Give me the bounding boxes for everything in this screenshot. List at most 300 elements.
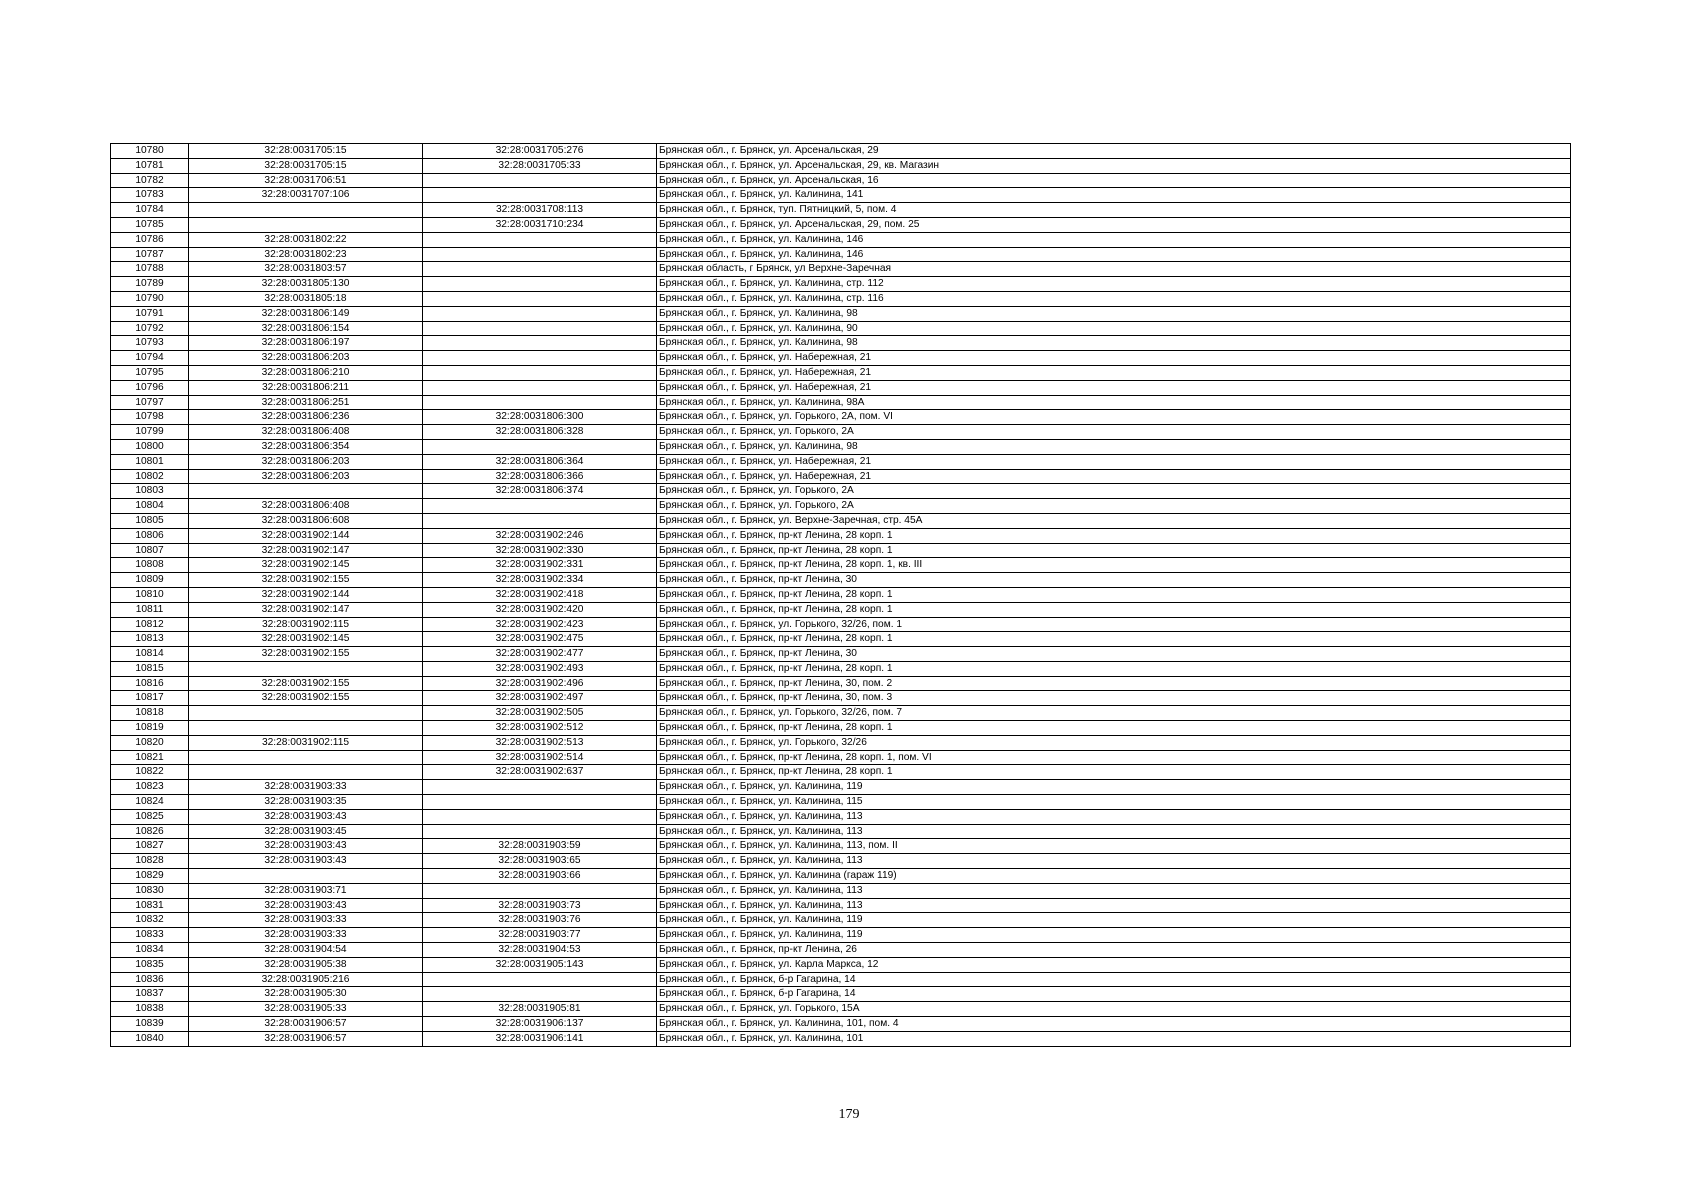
row-number-cell: 10807 [111, 543, 189, 558]
address-cell: Брянская обл., г. Брянск, ул. Набережная, 21 [657, 365, 1571, 380]
cadastral-number-cell [189, 869, 423, 884]
table-row [111, 809, 1571, 824]
table-row [111, 883, 1571, 898]
address-cell: Брянская обл., г. Брянск, ул. Калинина, 115 [657, 795, 1571, 810]
row-number-cell: 10825 [111, 809, 189, 824]
table-row [111, 661, 1571, 676]
row-number-cell: 10815 [111, 661, 189, 676]
row-number-cell: 10813 [111, 632, 189, 647]
cadastral-number-cell: 32:28:0031806:197 [189, 336, 423, 351]
cadastral-number-cell: 32:28:0031805:18 [189, 291, 423, 306]
row-number-cell: 10832 [111, 913, 189, 928]
row-number-cell: 10834 [111, 943, 189, 958]
row-number-cell: 10839 [111, 1017, 189, 1032]
table-row [111, 410, 1571, 425]
address-cell: Брянская обл., г. Брянск, ул. Калинина, 98 [657, 336, 1571, 351]
object-number-cell [423, 513, 657, 528]
address-cell: Брянская обл., г. Брянск, ул. Горького, 32/26, пом. 1 [657, 617, 1571, 632]
row-number-cell: 10830 [111, 883, 189, 898]
cadastral-number-cell [189, 661, 423, 676]
object-number-cell: 32:28:0031902:420 [423, 602, 657, 617]
object-number-cell: 32:28:0031903:76 [423, 913, 657, 928]
address-cell: Брянская обл., г. Брянск, ул. Горького, 2А, пом. VI [657, 410, 1571, 425]
table-row [111, 780, 1571, 795]
cadastral-number-cell: 32:28:0031706:51 [189, 173, 423, 188]
table-row [111, 158, 1571, 173]
table-row [111, 425, 1571, 440]
address-cell: Брянская обл., г. Брянск, ул. Карла Маркса, 12 [657, 957, 1571, 972]
cadastral-number-cell: 32:28:0031903:35 [189, 795, 423, 810]
object-number-cell: 32:28:0031710:234 [423, 217, 657, 232]
cadastral-number-cell: 32:28:0031905:216 [189, 972, 423, 987]
row-number-cell: 10783 [111, 188, 189, 203]
table-row [111, 869, 1571, 884]
row-number-cell: 10833 [111, 928, 189, 943]
cadastral-number-cell [189, 750, 423, 765]
address-cell: Брянская обл., г. Брянск, ул. Калинина, 119 [657, 780, 1571, 795]
row-number-cell: 10786 [111, 232, 189, 247]
object-number-cell [423, 306, 657, 321]
address-cell: Брянская обл., г. Брянск, ул. Калинина, 98 [657, 306, 1571, 321]
address-cell: Брянская обл., г. Брянск, ул. Калинина, стр. 112 [657, 277, 1571, 292]
address-cell: Брянская обл., г. Брянск, ул. Калинина, 113 [657, 898, 1571, 913]
cadastral-number-cell: 32:28:0031805:130 [189, 277, 423, 292]
object-number-cell: 32:28:0031806:364 [423, 454, 657, 469]
object-number-cell: 32:28:0031902:637 [423, 765, 657, 780]
address-cell: Брянская обл., г. Брянск, ул. Калинина, 113 [657, 809, 1571, 824]
table-row [111, 632, 1571, 647]
table-row [111, 247, 1571, 262]
object-number-cell [423, 395, 657, 410]
cadastral-number-cell: 32:28:0031902:144 [189, 528, 423, 543]
table-row [111, 395, 1571, 410]
object-number-cell [423, 780, 657, 795]
row-number-cell: 10790 [111, 291, 189, 306]
cadastral-number-cell: 32:28:0031902:115 [189, 617, 423, 632]
cadastral-number-cell: 32:28:0031903:43 [189, 898, 423, 913]
cadastral-number-cell: 32:28:0031806:408 [189, 425, 423, 440]
object-number-cell: 32:28:0031902:505 [423, 706, 657, 721]
object-number-cell: 32:28:0031902:246 [423, 528, 657, 543]
cadastral-number-cell: 32:28:0031806:236 [189, 410, 423, 425]
cadastral-number-cell: 32:28:0031903:43 [189, 839, 423, 854]
table-row [111, 691, 1571, 706]
object-number-cell [423, 188, 657, 203]
row-number-cell: 10835 [111, 957, 189, 972]
row-number-cell: 10820 [111, 735, 189, 750]
row-number-cell: 10789 [111, 277, 189, 292]
address-cell: Брянская обл., г. Брянск, ул. Горького, 32/26, пом. 7 [657, 706, 1571, 721]
cadastral-number-cell: 32:28:0031802:23 [189, 247, 423, 262]
object-number-cell [423, 824, 657, 839]
cadastral-number-cell: 32:28:0031903:71 [189, 883, 423, 898]
row-number-cell: 10793 [111, 336, 189, 351]
table-row [111, 380, 1571, 395]
address-cell: Брянская обл., г. Брянск, пр-кт Ленина, 30, пом. 2 [657, 676, 1571, 691]
row-number-cell: 10798 [111, 410, 189, 425]
object-number-cell [423, 291, 657, 306]
address-cell: Брянская обл., г. Брянск, ул. Набережная, 21 [657, 380, 1571, 395]
table-row [111, 232, 1571, 247]
table-row [111, 203, 1571, 218]
address-cell: Брянская обл., г. Брянск, ул. Калинина, 98А [657, 395, 1571, 410]
table-row [111, 543, 1571, 558]
row-number-cell: 10788 [111, 262, 189, 277]
table-row [111, 898, 1571, 913]
table-row [111, 928, 1571, 943]
row-number-cell: 10838 [111, 1002, 189, 1017]
object-number-cell: 32:28:0031806:300 [423, 410, 657, 425]
table-row [111, 291, 1571, 306]
address-cell: Брянская обл., г. Брянск, ул. Арсенальская, 29 [657, 144, 1571, 159]
address-cell: Брянская обл., г. Брянск, ул. Калинина, 90 [657, 321, 1571, 336]
cadastral-number-cell: 32:28:0031902:144 [189, 587, 423, 602]
row-number-cell: 10791 [111, 306, 189, 321]
address-cell: Брянская обл., г. Брянск, пр-кт Ленина, 28 корп. 1, пом. VI [657, 750, 1571, 765]
cadastral-number-cell: 32:28:0031903:33 [189, 780, 423, 795]
address-cell: Брянская обл., г. Брянск, ул. Верхне-Заречная, стр. 45А [657, 513, 1571, 528]
object-number-cell: 32:28:0031906:137 [423, 1017, 657, 1032]
object-number-cell: 32:28:0031705:33 [423, 158, 657, 173]
cadastral-table-body [111, 144, 1571, 1047]
cadastral-number-cell [189, 484, 423, 499]
object-number-cell: 32:28:0031902:477 [423, 647, 657, 662]
cadastral-number-cell [189, 765, 423, 780]
cadastral-number-cell: 32:28:0031902:147 [189, 543, 423, 558]
address-cell: Брянская обл., г. Брянск, ул. Калинина, 119 [657, 928, 1571, 943]
table-row [111, 173, 1571, 188]
row-number-cell: 10829 [111, 869, 189, 884]
object-number-cell: 32:28:0031902:423 [423, 617, 657, 632]
object-number-cell: 32:28:0031902:497 [423, 691, 657, 706]
address-cell: Брянская обл., г. Брянск, пр-кт Ленина, 28 корп. 1 [657, 661, 1571, 676]
table-row [111, 306, 1571, 321]
address-cell: Брянская обл., г. Брянск, ул. Калинина, 101, пом. 4 [657, 1017, 1571, 1032]
row-number-cell: 10800 [111, 439, 189, 454]
table-row [111, 676, 1571, 691]
cadastral-number-cell: 32:28:0031806:154 [189, 321, 423, 336]
row-number-cell: 10802 [111, 469, 189, 484]
cadastral-number-cell: 32:28:0031806:251 [189, 395, 423, 410]
table-row [111, 469, 1571, 484]
row-number-cell: 10796 [111, 380, 189, 395]
table-row [111, 587, 1571, 602]
address-cell: Брянская обл., г. Брянск, пр-кт Ленина, 28 корп. 1 [657, 721, 1571, 736]
cadastral-number-cell [189, 203, 423, 218]
row-number-cell: 10782 [111, 173, 189, 188]
address-cell: Брянская обл., г. Брянск, ул. Калинина, 141 [657, 188, 1571, 203]
address-cell: Брянская обл., г. Брянск, ул. Набережная, 21 [657, 454, 1571, 469]
object-number-cell: 32:28:0031903:73 [423, 898, 657, 913]
address-cell: Брянская обл., г. Брянск, ул. Горького, 2А [657, 425, 1571, 440]
cadastral-number-cell: 32:28:0031902:115 [189, 735, 423, 750]
row-number-cell: 10818 [111, 706, 189, 721]
address-cell: Брянская обл., г. Брянск, ул. Калинина, 101 [657, 1031, 1571, 1046]
object-number-cell [423, 262, 657, 277]
table-row [111, 499, 1571, 514]
cadastral-number-cell: 32:28:0031902:147 [189, 602, 423, 617]
table-row [111, 957, 1571, 972]
table-row [111, 513, 1571, 528]
object-number-cell: 32:28:0031902:496 [423, 676, 657, 691]
cadastral-number-cell: 32:28:0031806:203 [189, 469, 423, 484]
table-row [111, 647, 1571, 662]
row-number-cell: 10784 [111, 203, 189, 218]
object-number-cell: 32:28:0031902:512 [423, 721, 657, 736]
table-row [111, 573, 1571, 588]
row-number-cell: 10819 [111, 721, 189, 736]
row-number-cell: 10824 [111, 795, 189, 810]
table-row [111, 617, 1571, 632]
cadastral-number-cell: 32:28:0031806:211 [189, 380, 423, 395]
row-number-cell: 10812 [111, 617, 189, 632]
cadastral-number-cell: 32:28:0031806:149 [189, 306, 423, 321]
address-cell: Брянская обл., г. Брянск, пр-кт Ленина, 30 [657, 573, 1571, 588]
object-number-cell [423, 232, 657, 247]
row-number-cell: 10805 [111, 513, 189, 528]
address-cell: Брянская обл., г. Брянск, туп. Пятницкий, 5, пом. 4 [657, 203, 1571, 218]
cadastral-number-cell: 32:28:0031806:608 [189, 513, 423, 528]
table-row [111, 795, 1571, 810]
cadastral-table [110, 143, 1571, 1047]
address-cell: Брянская обл., г. Брянск, ул. Горького, 2А [657, 499, 1571, 514]
address-cell: Брянская обл., г. Брянск, ул. Калинина, 113 [657, 883, 1571, 898]
table-row [111, 558, 1571, 573]
cadastral-number-cell: 32:28:0031904:54 [189, 943, 423, 958]
object-number-cell [423, 336, 657, 351]
address-cell: Брянская обл., г. Брянск, ул. Калинина (гараж 119) [657, 869, 1571, 884]
cadastral-number-cell: 32:28:0031903:33 [189, 928, 423, 943]
object-number-cell: 32:28:0031902:331 [423, 558, 657, 573]
table-row [111, 706, 1571, 721]
table-row [111, 188, 1571, 203]
address-cell: Брянская обл., г. Брянск, ул. Набережная, 21 [657, 351, 1571, 366]
object-number-cell: 32:28:0031806:374 [423, 484, 657, 499]
table-row [111, 484, 1571, 499]
object-number-cell [423, 883, 657, 898]
row-number-cell: 10781 [111, 158, 189, 173]
table-row [111, 1002, 1571, 1017]
cadastral-number-cell: 32:28:0031806:354 [189, 439, 423, 454]
cadastral-number-cell: 32:28:0031806:210 [189, 365, 423, 380]
address-cell: Брянская обл., г. Брянск, пр-кт Ленина, 28 корп. 1 [657, 765, 1571, 780]
table-row [111, 277, 1571, 292]
cadastral-number-cell: 32:28:0031902:155 [189, 676, 423, 691]
object-number-cell: 32:28:0031902:493 [423, 661, 657, 676]
row-number-cell: 10797 [111, 395, 189, 410]
table-row [111, 735, 1571, 750]
cadastral-number-cell: 32:28:0031806:408 [189, 499, 423, 514]
object-number-cell: 32:28:0031708:113 [423, 203, 657, 218]
row-number-cell: 10837 [111, 987, 189, 1002]
address-cell: Брянская обл., г. Брянск, пр-кт Ленина, 28 корп. 1 [657, 632, 1571, 647]
table-row [111, 351, 1571, 366]
table-row [111, 750, 1571, 765]
address-cell: Брянская обл., г. Брянск, ул. Калинина, 119 [657, 913, 1571, 928]
object-number-cell: 32:28:0031903:65 [423, 854, 657, 869]
address-cell: Брянская обл., г. Брянск, ул. Горького, 32/26 [657, 735, 1571, 750]
row-number-cell: 10795 [111, 365, 189, 380]
table-row [111, 262, 1571, 277]
row-number-cell: 10809 [111, 573, 189, 588]
object-number-cell [423, 987, 657, 1002]
cadastral-number-cell: 32:28:0031902:145 [189, 632, 423, 647]
table-row [111, 839, 1571, 854]
address-cell: Брянская обл., г. Брянск, ул. Арсенальская, 29, пом. 25 [657, 217, 1571, 232]
address-cell: Брянская обл., г. Брянск, ул. Горького, 15А [657, 1002, 1571, 1017]
object-number-cell: 32:28:0031902:475 [423, 632, 657, 647]
row-number-cell: 10817 [111, 691, 189, 706]
address-cell: Брянская обл., г. Брянск, пр-кт Ленина, 28 корп. 1 [657, 528, 1571, 543]
row-number-cell: 10827 [111, 839, 189, 854]
cadastral-number-cell: 32:28:0031903:33 [189, 913, 423, 928]
cadastral-number-cell: 32:28:0031905:30 [189, 987, 423, 1002]
object-number-cell [423, 439, 657, 454]
cadastral-number-cell: 32:28:0031705:15 [189, 158, 423, 173]
cadastral-number-cell: 32:28:0031903:43 [189, 854, 423, 869]
table-row [111, 528, 1571, 543]
table-row [111, 824, 1571, 839]
object-number-cell [423, 795, 657, 810]
object-number-cell: 32:28:0031902:418 [423, 587, 657, 602]
row-number-cell: 10792 [111, 321, 189, 336]
table-row [111, 336, 1571, 351]
cadastral-number-cell: 32:28:0031705:15 [189, 144, 423, 159]
address-cell: Брянская обл., г. Брянск, б-р Гагарина, 14 [657, 972, 1571, 987]
cadastral-number-cell [189, 706, 423, 721]
cadastral-number-cell: 32:28:0031902:145 [189, 558, 423, 573]
address-cell: Брянская обл., г. Брянск, пр-кт Ленина, 28 корп. 1 [657, 587, 1571, 602]
row-number-cell: 10823 [111, 780, 189, 795]
row-number-cell: 10808 [111, 558, 189, 573]
table-row [111, 972, 1571, 987]
cadastral-number-cell: 32:28:0031802:22 [189, 232, 423, 247]
object-number-cell [423, 809, 657, 824]
object-number-cell [423, 499, 657, 514]
address-cell: Брянская обл., г. Брянск, ул. Калинина, 146 [657, 247, 1571, 262]
table-row [111, 365, 1571, 380]
cadastral-number-cell: 32:28:0031903:43 [189, 809, 423, 824]
address-cell: Брянская обл., г. Брянск, пр-кт Ленина, 26 [657, 943, 1571, 958]
address-cell: Брянская обл., г. Брянск, ул. Калинина, 146 [657, 232, 1571, 247]
object-number-cell: 32:28:0031906:141 [423, 1031, 657, 1046]
cadastral-number-cell: 32:28:0031905:33 [189, 1002, 423, 1017]
address-cell: Брянская обл., г. Брянск, ул. Калинина, 113, пом. II [657, 839, 1571, 854]
object-number-cell: 32:28:0031903:77 [423, 928, 657, 943]
table-row [111, 454, 1571, 469]
row-number-cell: 10811 [111, 602, 189, 617]
row-number-cell: 10804 [111, 499, 189, 514]
cadastral-number-cell: 32:28:0031806:203 [189, 351, 423, 366]
table-row [111, 765, 1571, 780]
table-row [111, 721, 1571, 736]
cadastral-number-cell: 32:28:0031806:203 [189, 454, 423, 469]
table-row [111, 144, 1571, 159]
table-row [111, 943, 1571, 958]
address-cell: Брянская обл., г. Брянск, ул. Арсенальская, 16 [657, 173, 1571, 188]
address-cell: Брянская область, г Брянск, ул Верхне-Заречная [657, 262, 1571, 277]
address-cell: Брянская обл., г. Брянск, ул. Арсенальская, 29, кв. Магазин [657, 158, 1571, 173]
row-number-cell: 10780 [111, 144, 189, 159]
table-row [111, 854, 1571, 869]
row-number-cell: 10831 [111, 898, 189, 913]
table-row [111, 913, 1571, 928]
address-cell: Брянская обл., г. Брянск, ул. Горького, 2А [657, 484, 1571, 499]
object-number-cell: 32:28:0031705:276 [423, 144, 657, 159]
address-cell: Брянская обл., г. Брянск, ул. Калинина, стр. 116 [657, 291, 1571, 306]
address-cell: Брянская обл., г. Брянск, пр-кт Ленина, 30, пом. 3 [657, 691, 1571, 706]
cadastral-number-cell: 32:28:0031906:57 [189, 1031, 423, 1046]
object-number-cell [423, 247, 657, 262]
object-number-cell [423, 380, 657, 395]
table-row [111, 321, 1571, 336]
cadastral-number-cell [189, 217, 423, 232]
address-cell: Брянская обл., г. Брянск, пр-кт Ленина, 28 корп. 1 [657, 602, 1571, 617]
row-number-cell: 10785 [111, 217, 189, 232]
row-number-cell: 10840 [111, 1031, 189, 1046]
address-cell: Брянская обл., г. Брянск, пр-кт Ленина, 28 корп. 1, кв. III [657, 558, 1571, 573]
object-number-cell: 32:28:0031905:81 [423, 1002, 657, 1017]
object-number-cell [423, 321, 657, 336]
object-number-cell [423, 277, 657, 292]
object-number-cell: 32:28:0031902:330 [423, 543, 657, 558]
row-number-cell: 10787 [111, 247, 189, 262]
row-number-cell: 10836 [111, 972, 189, 987]
object-number-cell [423, 173, 657, 188]
address-cell: Брянская обл., г. Брянск, ул. Набережная, 21 [657, 469, 1571, 484]
object-number-cell [423, 972, 657, 987]
address-cell: Брянская обл., г. Брянск, ул. Калинина, 113 [657, 824, 1571, 839]
cadastral-number-cell: 32:28:0031902:155 [189, 691, 423, 706]
table-row [111, 1031, 1571, 1046]
page-number: 179 [838, 1107, 860, 1122]
cadastral-number-cell: 32:28:0031905:38 [189, 957, 423, 972]
address-cell: Брянская обл., г. Брянск, пр-кт Ленина, 28 корп. 1 [657, 543, 1571, 558]
row-number-cell: 10810 [111, 587, 189, 602]
cadastral-number-cell: 32:28:0031906:57 [189, 1017, 423, 1032]
address-cell: Брянская обл., г. Брянск, б-р Гагарина, 14 [657, 987, 1571, 1002]
row-number-cell: 10816 [111, 676, 189, 691]
object-number-cell: 32:28:0031806:366 [423, 469, 657, 484]
address-cell: Брянская обл., г. Брянск, ул. Калинина, 98 [657, 439, 1571, 454]
row-number-cell: 10803 [111, 484, 189, 499]
object-number-cell [423, 351, 657, 366]
row-number-cell: 10799 [111, 425, 189, 440]
object-number-cell: 32:28:0031902:334 [423, 573, 657, 588]
object-number-cell: 32:28:0031902:513 [423, 735, 657, 750]
row-number-cell: 10814 [111, 647, 189, 662]
cadastral-number-cell: 32:28:0031902:155 [189, 573, 423, 588]
object-number-cell: 32:28:0031905:143 [423, 957, 657, 972]
address-cell: Брянская обл., г. Брянск, ул. Калинина, 113 [657, 854, 1571, 869]
address-cell: Брянская обл., г. Брянск, пр-кт Ленина, 30 [657, 647, 1571, 662]
object-number-cell: 32:28:0031902:514 [423, 750, 657, 765]
row-number-cell: 10821 [111, 750, 189, 765]
table-row [111, 1017, 1571, 1032]
object-number-cell: 32:28:0031903:66 [423, 869, 657, 884]
table-row [111, 602, 1571, 617]
object-number-cell: 32:28:0031903:59 [423, 839, 657, 854]
table-row [111, 987, 1571, 1002]
row-number-cell: 10826 [111, 824, 189, 839]
table-row [111, 217, 1571, 232]
cadastral-number-cell: 32:28:0031903:45 [189, 824, 423, 839]
object-number-cell: 32:28:0031904:53 [423, 943, 657, 958]
row-number-cell: 10828 [111, 854, 189, 869]
object-number-cell: 32:28:0031806:328 [423, 425, 657, 440]
cadastral-number-cell [189, 721, 423, 736]
object-number-cell [423, 365, 657, 380]
